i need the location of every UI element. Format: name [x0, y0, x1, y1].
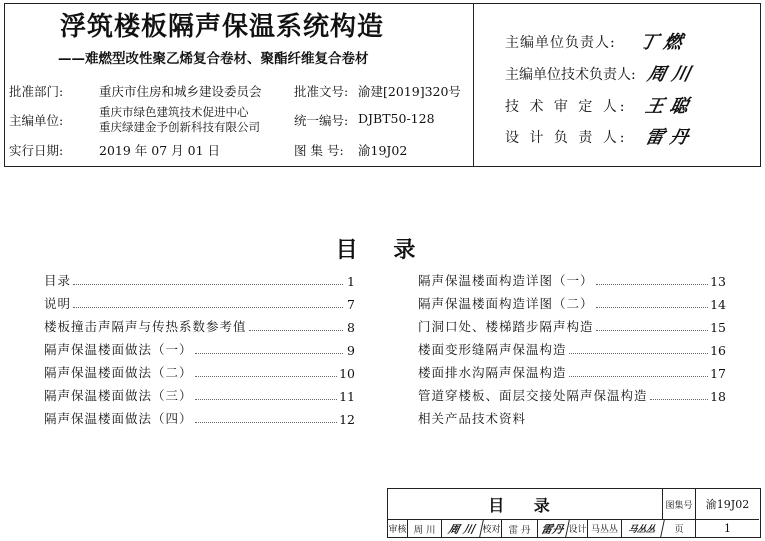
toc-entry-label: 楼面变形缝隔声保温构造	[418, 342, 567, 357]
title-block-design-name: 马丛丛	[588, 520, 622, 537]
toc-entry-page: 15	[710, 320, 726, 335]
title-block-design-label: 设计	[568, 520, 588, 537]
toc-entry-page: 9	[347, 343, 355, 358]
title-block-review-name: 周 川	[408, 520, 442, 537]
title-block	[387, 488, 761, 538]
toc-entry[interactable]	[44, 381, 355, 404]
document-subtitle: ——难燃型改性聚乙烯复合卷材、聚酯纤维复合卷材	[58, 51, 369, 67]
toc-entry[interactable]	[418, 381, 726, 404]
toc-entry[interactable]	[44, 266, 355, 289]
toc-entry-label: 目录	[44, 273, 72, 288]
toc-entry-page: 10	[339, 366, 355, 381]
toc-entry-label: 楼面排水沟隔声保温构造	[418, 365, 567, 380]
design-head-signature: 雷 丹	[643, 127, 691, 148]
toc-leader	[195, 376, 338, 377]
toc-entry[interactable]	[418, 404, 726, 427]
toc-leader	[569, 353, 709, 354]
toc-entry-page: 13	[710, 274, 726, 289]
unified-no-label: 统一编号:	[294, 113, 349, 128]
toc-entry-label: 隔声保温楼面做法（二）	[44, 365, 193, 380]
title-block-design-signature: 马丛丛	[620, 520, 665, 537]
toc-leader	[569, 376, 709, 377]
toc-entry[interactable]	[44, 335, 355, 358]
toc-entry[interactable]	[44, 358, 355, 381]
toc-entry[interactable]	[418, 335, 726, 358]
toc-entry[interactable]	[418, 289, 726, 312]
tech-approver-label: 技 术 审 定 人:	[505, 99, 628, 115]
toc-entry-label: 隔声保温楼面构造详图（二）	[418, 296, 594, 311]
toc-leader	[73, 307, 343, 308]
toc-leader	[195, 353, 343, 354]
toc-entry-label: 隔声保温楼面做法（四）	[44, 411, 193, 426]
toc-leader	[195, 422, 338, 423]
toc-entry[interactable]	[418, 266, 726, 289]
title-block-atlas-label: 图集号	[663, 489, 696, 520]
document-title: 浮筑楼板隔声保温系统构造	[60, 12, 385, 42]
toc-leader	[596, 307, 709, 308]
title-block-check-label: 校对	[482, 520, 502, 537]
toc-entry-label: 隔声保温楼面构造详图（一）	[418, 273, 594, 288]
toc-entry-label: 隔声保温楼面做法（三）	[44, 388, 193, 403]
toc-entry-page: 8	[347, 320, 355, 335]
toc-entry-label: 隔声保温楼面做法（一）	[44, 342, 193, 357]
toc-leader	[650, 399, 709, 400]
toc-entry-page: 12	[339, 412, 355, 427]
approval-no-label: 批准文号:	[294, 84, 349, 99]
toc-entry-page: 7	[347, 297, 355, 312]
impl-date-value: 2019 年 07 月 01 日	[99, 143, 220, 158]
title-block-check-signature: 雷丹	[536, 520, 570, 537]
editor-unit-line1: 重庆市绿色建筑技术促进中心	[99, 105, 249, 119]
atlas-no-label: 图 集 号:	[294, 143, 344, 158]
title-block-page-label: 页	[663, 520, 696, 537]
approval-dept-label: 批准部门:	[9, 84, 64, 99]
chief-unit-tech-head-signature: 周 川	[645, 64, 693, 85]
title-block-review-label: 审核	[388, 520, 408, 537]
title-block-title: 目 录	[388, 489, 663, 520]
toc-entry-label: 相关产品技术资料	[418, 411, 527, 426]
toc-entry-label: 管道穿楼板、面层交接处隔声保温构造	[418, 388, 648, 403]
toc-entry[interactable]	[44, 404, 355, 427]
atlas-no-value: 渝19J02	[358, 143, 408, 158]
toc-leader	[596, 330, 709, 331]
title-block-review-signature: 周 川	[440, 520, 484, 537]
toc-heading: 目 录	[335, 238, 430, 263]
impl-date-label: 实行日期:	[9, 143, 64, 158]
chief-unit-head-signature: 丁 燃	[637, 32, 685, 53]
design-head-label: 设 计 负 责 人:	[505, 130, 628, 146]
title-block-atlas-value: 渝19J02	[696, 489, 759, 520]
toc-leader	[73, 284, 343, 285]
title-block-page-value: 1	[724, 522, 731, 535]
toc-entry[interactable]	[418, 312, 726, 335]
approval-no-value: 渝建[2019]320号	[358, 84, 461, 99]
toc-entry[interactable]	[44, 312, 355, 335]
tech-approver-signature: 王 聪	[643, 96, 691, 117]
toc-entry[interactable]	[418, 358, 726, 381]
chief-unit-tech-head-label: 主编单位技术负责人:	[505, 67, 636, 83]
toc-entry-page: 17	[710, 366, 726, 381]
toc-left-column	[44, 266, 355, 427]
toc-leader	[596, 284, 709, 285]
editor-unit-label: 主编单位:	[9, 113, 64, 128]
toc-entry[interactable]	[44, 289, 355, 312]
toc-leader	[195, 399, 338, 400]
toc-entry-page: 16	[710, 343, 726, 358]
toc-leader	[249, 330, 343, 331]
toc-entry-page: 14	[710, 297, 726, 312]
toc-entry-label: 楼板撞击声隔声与传热系数参考值	[44, 319, 247, 334]
chief-unit-head-label: 主编单位负责人:	[505, 35, 616, 51]
editor-unit-line2: 重庆绿建金予创新科技有限公司	[99, 120, 260, 134]
toc-right-column	[418, 266, 726, 427]
toc-entry-label: 门洞口处、楼梯踏步隔声构造	[418, 319, 594, 334]
approval-dept-value: 重庆市住房和城乡建设委员会	[99, 84, 262, 99]
toc-entry-page: 11	[339, 389, 355, 404]
toc-entry-label: 说明	[44, 296, 72, 311]
toc-entry-page: 18	[710, 389, 726, 404]
title-block-check-name: 雷 丹	[502, 520, 538, 537]
toc-entry-page: 1	[347, 274, 355, 289]
unified-no-value: DJBT50-128	[358, 111, 435, 126]
